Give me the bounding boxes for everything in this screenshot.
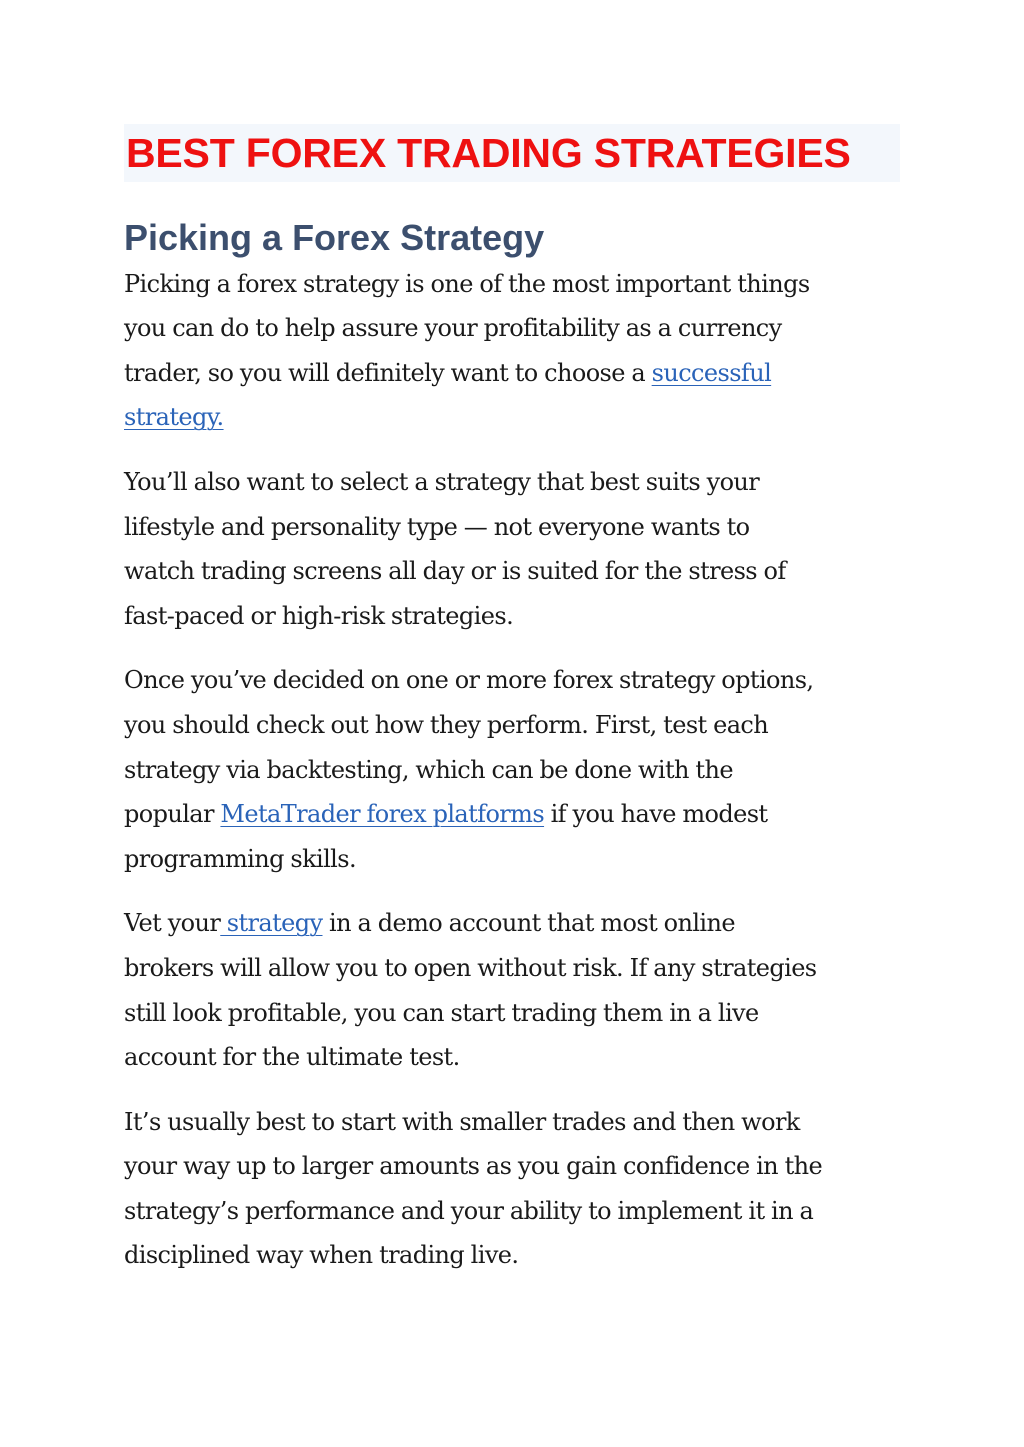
paragraph-line: disciplined way when trading live. xyxy=(124,1241,519,1270)
document-content xyxy=(124,124,900,1278)
paragraph-4 xyxy=(124,901,900,1079)
paragraph-line: You’ll also want to select a strategy that best suits your xyxy=(124,467,760,496)
paragraph-text: if you have modest xyxy=(544,800,768,829)
paragraph-line xyxy=(124,395,900,440)
paragraph-text: Vet your xyxy=(124,909,221,938)
paragraph-line xyxy=(124,351,900,396)
paragraph-1 xyxy=(124,262,900,440)
paragraph-line: account for the ultimate test. xyxy=(124,1043,460,1072)
paragraph-line: fast-paced or high-risk strategies. xyxy=(124,601,514,630)
paragraph-line xyxy=(124,901,900,946)
paragraph-3 xyxy=(124,658,900,881)
page-title: BEST FOREX TRADING STRATEGIES xyxy=(126,129,851,176)
successful-strategy-link[interactable]: successful xyxy=(651,358,772,387)
paragraph-line xyxy=(124,792,900,837)
paragraph-line: you should check out how they perform. First, test each xyxy=(124,710,769,739)
paragraph-line: strategy’s performance and your ability to implement it in a xyxy=(124,1196,814,1225)
paragraph-line: lifestyle and personality type — not everyone wants to xyxy=(124,512,750,541)
paragraph-line: programming skills. xyxy=(124,844,357,873)
paragraph-line: strategy via backtesting, which can be done with the xyxy=(124,755,733,784)
paragraph-line: you can do to help assure your profitability as a currency xyxy=(124,314,782,343)
paragraph-line: watch trading screens all day or is suited for the stress of xyxy=(124,557,786,586)
successful-strategy-link-continued[interactable]: strategy. xyxy=(124,403,224,432)
section-heading: Picking a Forex Strategy xyxy=(124,217,545,258)
paragraph-5 xyxy=(124,1100,900,1278)
paragraph-line: Picking a forex strategy is one of the most important things xyxy=(124,269,810,298)
paragraph-text: in a demo account that most online xyxy=(322,909,735,938)
metatrader-platforms-link[interactable]: MetaTrader forex platforms xyxy=(220,800,545,829)
title-banner xyxy=(124,124,900,182)
paragraph-text: trader, so you will definitely want to choose a xyxy=(124,358,652,387)
paragraph-line: Once you’ve decided on one or more forex strategy options, xyxy=(124,666,814,695)
strategy-link[interactable]: strategy xyxy=(220,909,323,938)
paragraph-line: still look profitable, you can start trading them in a live xyxy=(124,998,759,1027)
paragraph-line: your way up to larger amounts as you gain confidence in the xyxy=(124,1152,823,1181)
paragraph-text: popular xyxy=(124,800,221,829)
paragraph-line: It’s usually best to start with smaller trades and then work xyxy=(124,1107,800,1136)
paragraph-2 xyxy=(124,460,900,638)
paragraph-line: brokers will allow you to open without risk. If any strategies xyxy=(124,953,817,982)
